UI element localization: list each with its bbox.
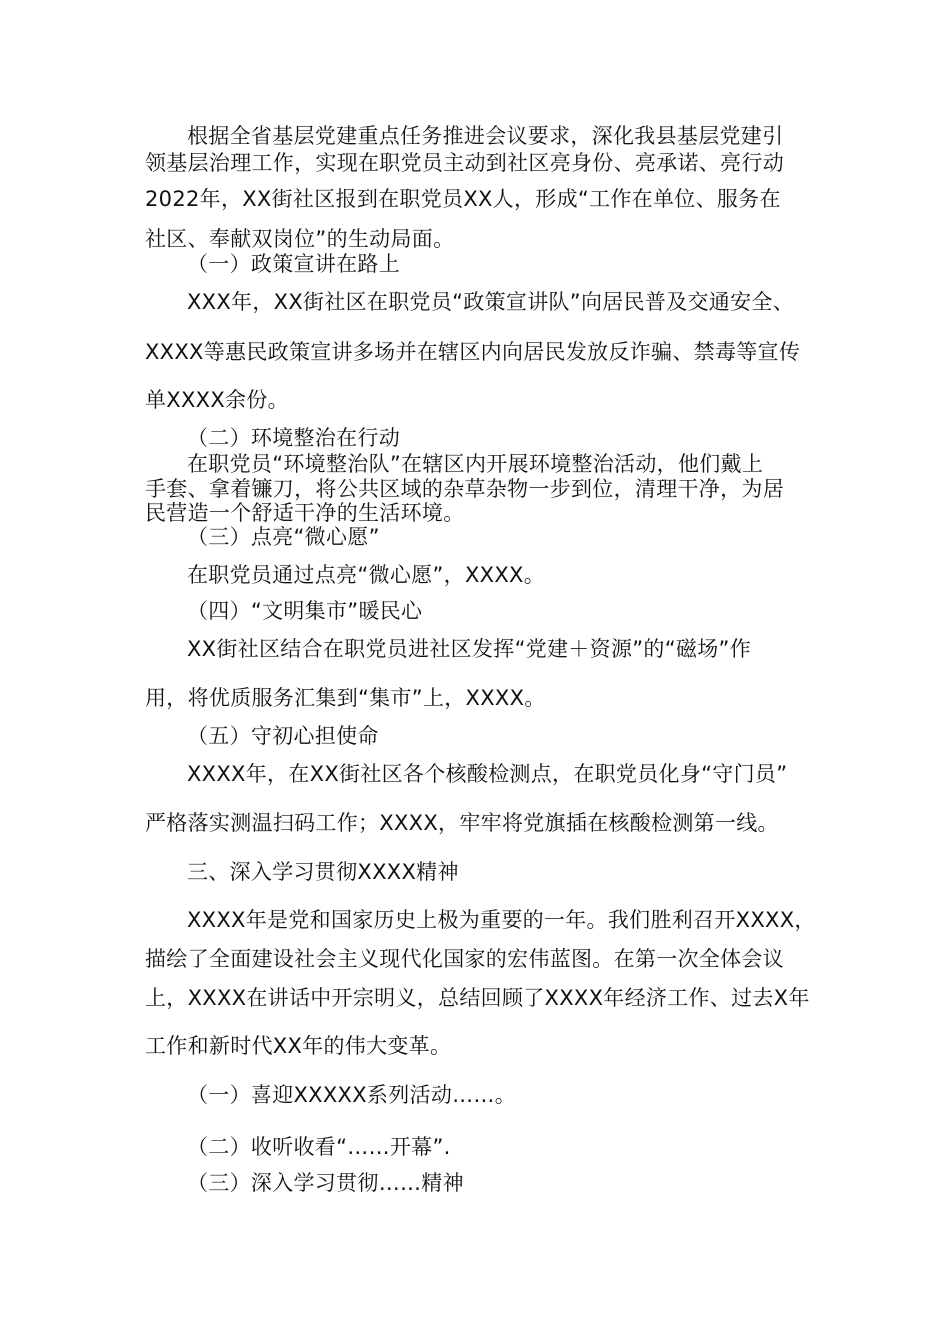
paragraph-line: XXXX等惠民政策宣讲多场并在辖区内向居民发放反诈骗、禁毒等宣传 [145,340,801,364]
section-heading: （三）点亮“微心愿” [187,525,380,549]
paragraph-line: XX街社区结合在职党员进社区发挥“党建＋资源”的“磁场”作 [187,637,751,661]
paragraph-line: 严格落实测温扫码工作；XXXX，牢牢将党旗插在核酸检测第一线。 [145,811,779,835]
paragraph-line: XXXX年是党和国家历史上极为重要的一年。我们胜利召开XXXX， [187,908,816,932]
paragraph-line: 2022年，XX街社区报到在职党员XX人，形成“工作在单位、服务在 [145,187,781,211]
section-heading: （四）“文明集市”暖民心 [187,599,423,623]
paragraph-line: 在职党员“环境整治队”在辖区内开展环境整治活动，他们戴上 [187,452,764,476]
paragraph-line: 用，将优质服务汇集到“集市”上，XXXX。 [145,686,546,710]
paragraph-line: 根据全省基层党建重点任务推进会议要求，深化我县基层党建引 [187,124,784,148]
paragraph-line: 领基层治理工作，实现在职党员主动到社区亮身份、亮承诺、亮行动 [145,151,784,175]
paragraph-line: 单XXXX余份。 [145,388,289,412]
section-heading: （一）政策宣讲在路上 [187,252,400,276]
section-heading: （二）收听收看“……开幕”. [187,1135,451,1159]
paragraph-line: XXXX年，在XX街社区各个核酸检测点，在职党员化身“守门员” [187,762,788,786]
paragraph-line: XXX年，XX街社区在职党员“政策宣讲队”向居民普及交通安全、 [187,290,794,314]
section-heading: （一）喜迎XXXXX系列活动……。 [187,1083,517,1107]
section-heading: （二）环境整治在行动 [187,426,400,450]
paragraph-line: 在职党员通过点亮“微心愿”，XXXX。 [187,563,546,587]
paragraph-line: 工作和新时代XX年的伟大变革。 [145,1034,452,1058]
paragraph-line: 上，XXXX在讲话中开宗明义，总结回顾了XXXX年经济工作、过去X年 [145,986,810,1010]
paragraph-line: 民营造一个舒适干净的生活环境。 [145,501,465,525]
paragraph-line: 手套、拿着镰刀，将公共区域的杂草杂物一步到位，清理干净，为居 [145,477,784,501]
section-heading: （三）深入学习贯彻……精神 [187,1171,464,1195]
paragraph-line: 社区、奉献双岗位”的生动局面。 [145,227,455,251]
paragraph-line: 描绘了全面建设社会主义现代化国家的宏伟蓝图。在第一次全体会议 [145,947,784,971]
section-heading: 三、深入学习贯彻XXXX精神 [187,860,459,884]
section-heading: （五）守初心担使命 [187,724,379,748]
